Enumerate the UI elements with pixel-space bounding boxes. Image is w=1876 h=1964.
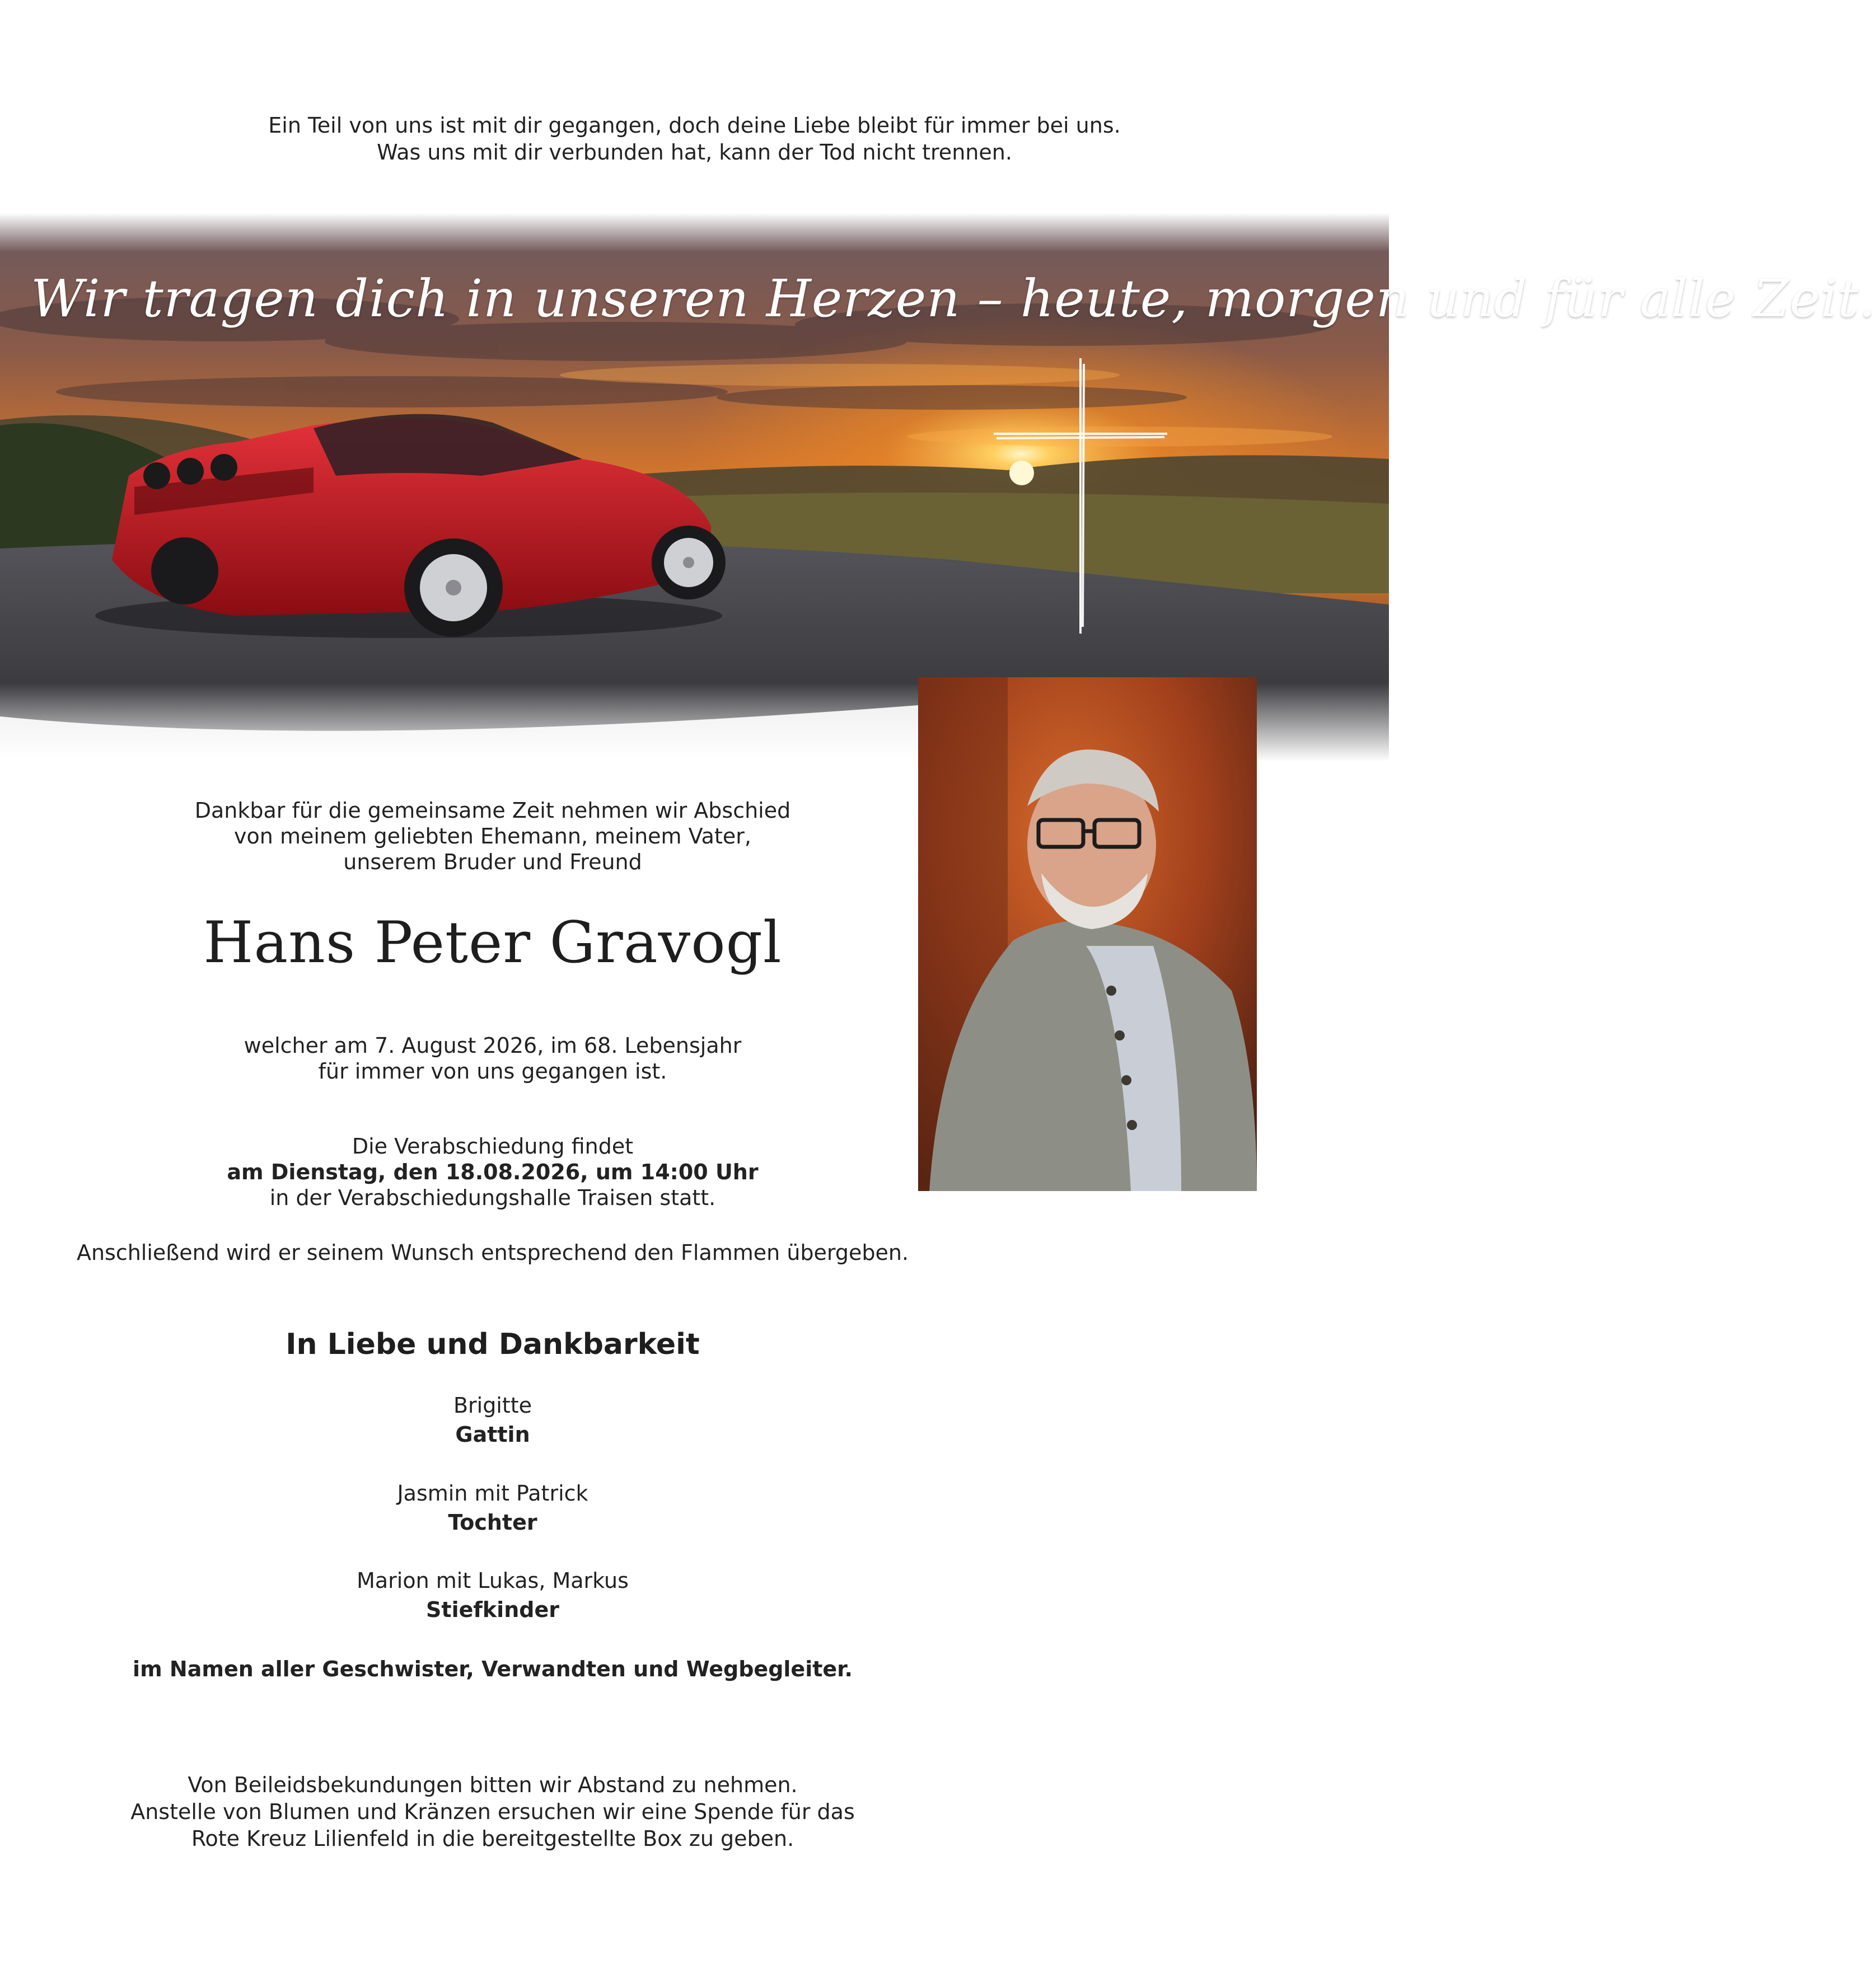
service-location: in der Verabschiedungshalle Traisen statt. [269,1185,716,1210]
mourner-relation: Gattin [455,1422,530,1447]
portrait-photo [918,677,1257,1191]
death-info [34,1033,952,1084]
footer-line-3: Rote Kreuz Lilienfeld in die bereitgestellte Box zu geben. [191,1826,794,1851]
mourner-names: Marion mit Lukas, Markus [357,1568,629,1593]
service-info [34,1133,952,1211]
death-line-2: für immer von uns gegangen ist. [318,1059,667,1084]
intro-text [34,798,952,875]
mourner-names: Jasmin mit Patrick [397,1481,588,1506]
portrait-illustration [918,677,1257,1191]
deceased-name: Hans Peter Gravogl [203,910,782,976]
intro-line-2: von meinem geliebten Ehemann, meinem Vater, [234,824,751,849]
all-family-line: im Namen aller Geschwister, Verwandten und Wegbegleiter. [133,1657,853,1681]
mourner-entry [34,1479,952,1537]
service-line-1: Die Verabschiedung findet [352,1134,634,1159]
top-quote [0,112,1389,166]
top-quote-line-1: Ein Teil von uns ist mit dir gegangen, doch deine Liebe bleibt für immer bei uns. [268,113,1121,138]
cremation-note: Anschließend wird er seinem Wunsch entsprechend den Flammen übergeben. [76,1240,909,1265]
mourner-names: Brigitte [453,1393,532,1418]
footer-note [34,1771,952,1852]
service-date-time: am Dienstag, den 18.08.2026, um 14:00 Uhr [227,1160,759,1184]
banner-script-text: Wir tragen dich in unseren Herzen – heute, morgen und für alle Zeit. [31,269,1876,329]
intro-line-1: Dankbar für die gemeinsame Zeit nehmen wir Abschied [194,798,791,823]
mourner-relation: Tochter [448,1510,537,1535]
footer-line-1: Von Beileidsbekundungen bitten wir Abstand zu nehmen. [188,1773,798,1797]
mourner-entry [34,1566,952,1624]
mourning-heading: In Liebe und Dankbarkeit [286,1328,700,1361]
intro-line-3: unserem Bruder und Freund [343,850,642,874]
mourner-entry [34,1391,952,1449]
top-quote-line-2: Was uns mit dir verbunden hat, kann der Tod nicht trennen. [377,140,1012,165]
mourner-relation: Stiefkinder [426,1597,559,1622]
death-line-1: welcher am 7. August 2026, im 68. Lebensjahr [244,1033,742,1058]
footer-line-2: Anstelle von Blumen und Kränzen ersuchen wir eine Spende für das [130,1799,855,1824]
